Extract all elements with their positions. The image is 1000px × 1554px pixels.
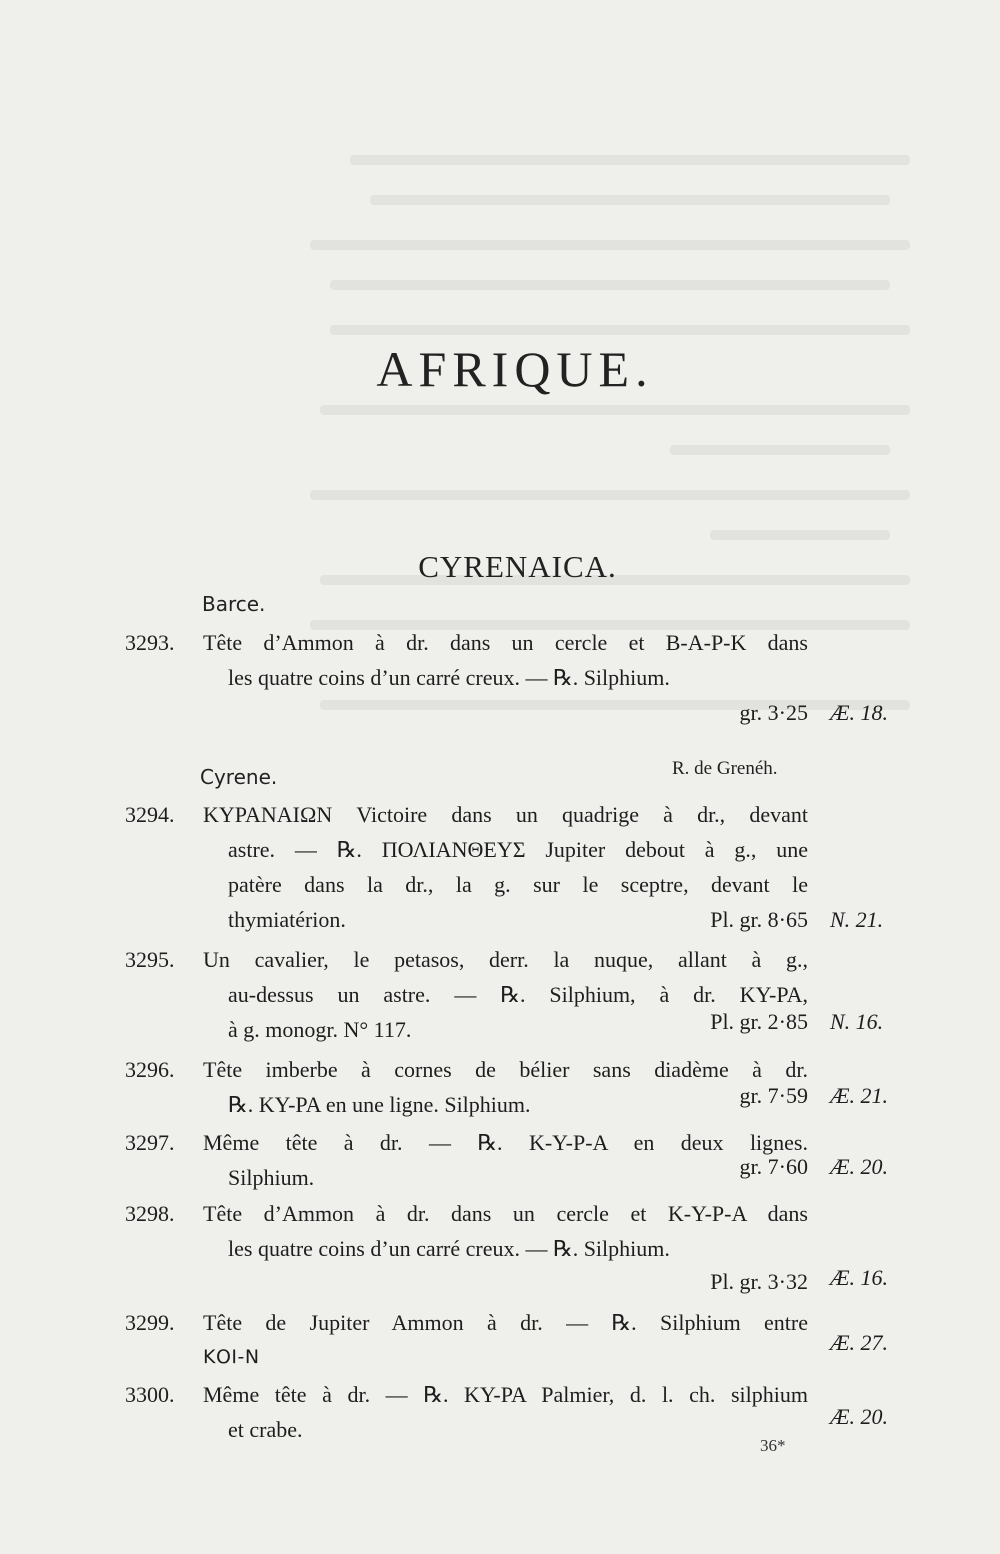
entry-line: Tête d’Ammon à dr. dans un cercle et Κ-Υ-Ρ-Α dans — [203, 1201, 808, 1226]
page-title: AFRIQUE. — [376, 341, 654, 397]
subheading-cyrene: Cyrene. — [200, 765, 278, 789]
entry-line: Tête d’Ammon à dr. dans un cercle et B-A-P-K dans — [203, 630, 808, 655]
entry-number: 3299. — [125, 1310, 175, 1335]
entry-description — [203, 625, 808, 695]
entry-metal-size: N. 21. — [830, 907, 884, 932]
entry-line: les quatre coins d’un carré creux. — ℞. Silphium. — [228, 1236, 670, 1261]
entry-line: ΚΟΙ-Ν — [203, 1346, 260, 1368]
entry-description — [203, 1196, 808, 1266]
entry-line: et crabe. — [228, 1417, 303, 1442]
entry-metal-size: Æ. 16. — [830, 1265, 889, 1290]
entry-weight: Pl. gr. 2·85 — [710, 1009, 808, 1034]
entry-line: ΚΥΡΑΝΑΙΩΝ Victoire dans un quadrige à dr., devant — [203, 802, 808, 827]
section-title: CYRENAICA. — [418, 549, 617, 584]
entry-line: les quatre coins d’un carré creux. — ℞. Silphium. — [228, 665, 670, 690]
subheading-barce: Barce. — [202, 592, 266, 616]
entry-line: thymiatérion. — [228, 907, 346, 932]
provenance-note: R. de Grenéh. — [672, 758, 778, 779]
entry-metal-size: Æ. 18. — [830, 700, 889, 725]
entry-description — [203, 1377, 808, 1447]
entry-description — [203, 1305, 808, 1375]
entry-number: 3293. — [125, 630, 175, 655]
entry-line: Même tête à dr. — ℞. ΚΥ-ΡΑ Palmier, d. l. ch. silphium — [203, 1382, 808, 1407]
entry-line: au-dessus un astre. — ℞. Silphium, à dr. ΚΥ-ΡΑ, — [228, 982, 808, 1007]
entry-weight: Pl. gr. 8·65 — [710, 907, 808, 932]
page-signature: 36* — [760, 1436, 786, 1455]
entry-number: 3294. — [125, 802, 175, 827]
entry-metal-size: Æ. 21. — [830, 1083, 889, 1108]
entry-metal-size: Æ. 20. — [830, 1404, 889, 1429]
entry-number: 3297. — [125, 1130, 175, 1155]
entry-line: Même tête à dr. — ℞. Κ-Υ-Ρ-Α en deux lignes. — [203, 1130, 808, 1155]
entry-metal-size: Æ. 27. — [830, 1330, 889, 1355]
entry-weight: gr. 7·59 — [739, 1083, 808, 1108]
entry-weight: gr. 7·60 — [739, 1154, 808, 1179]
entry-weight: Pl. gr. 3·32 — [710, 1269, 808, 1294]
entry-metal-size: N. 16. — [830, 1009, 884, 1034]
entry-number: 3296. — [125, 1057, 175, 1082]
entry-line: ℞. ΚΥ-ΡΑ en une ligne. Silphium. — [228, 1092, 531, 1117]
entry-weight: gr. 3·25 — [739, 700, 808, 725]
entry-metal-size: Æ. 20. — [830, 1154, 889, 1179]
entry-line: astre. — ℞. ΠΟΛΙΑΝΘΕΥΣ Jupiter debout à g., une — [228, 837, 808, 862]
entry-number: 3295. — [125, 947, 175, 972]
entry-line: Tête imberbe à cornes de bélier sans diadème à dr. — [203, 1057, 808, 1082]
entry-line: Silphium. — [228, 1165, 315, 1190]
entry-line: à g. monogr. N° 117. — [228, 1017, 412, 1042]
entry-line: Un cavalier, le petasos, derr. la nuque, allant à g., — [203, 947, 808, 972]
entry-line: Tête de Jupiter Ammon à dr. — ℞. Silphium entre — [203, 1310, 808, 1335]
entry-line: patère dans la dr., la g. sur le sceptre, devant le — [228, 872, 808, 897]
entry-number: 3298. — [125, 1201, 175, 1226]
entry-number: 3300. — [125, 1382, 175, 1407]
